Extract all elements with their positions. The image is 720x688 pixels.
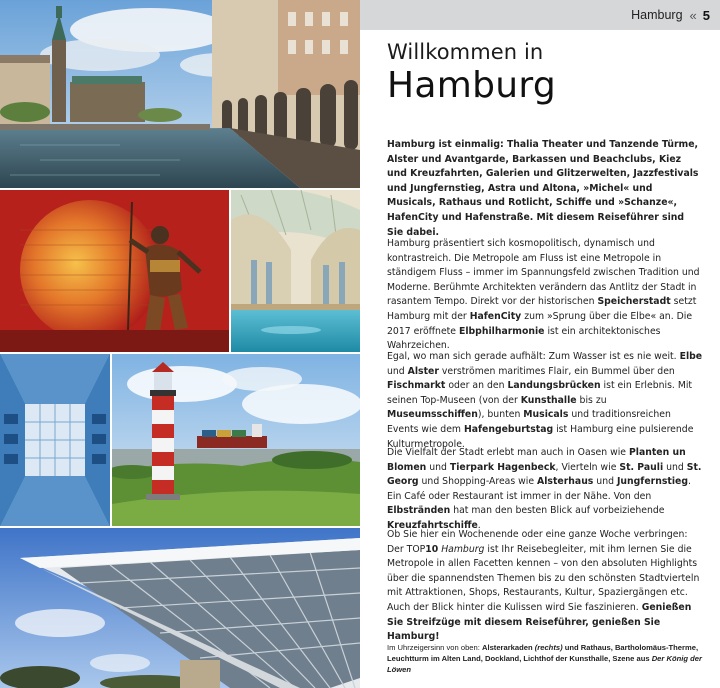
para2-run: Kunsthalle <box>520 394 577 406</box>
para3-run: und Shopping-Areas wie <box>418 476 538 488</box>
para2-run: Hafengeburtstag <box>463 423 554 435</box>
para2-run: Alster <box>407 365 439 377</box>
photo-koenig-der-loewen <box>0 190 229 352</box>
para3-run: Kreuzfahrtschiffe <box>387 519 478 531</box>
para2-run: oder an den <box>445 380 508 392</box>
headline-welcome: Willkommen in <box>387 40 544 64</box>
para3-run: St. Georg <box>387 461 702 488</box>
para2-run: ist ein Erlebnis. Mit seinen Top-Museen (von der <box>387 380 693 406</box>
para4-run: 10 <box>425 543 439 555</box>
para2-run: verströmen maritimes Flair, ein Bummel über den <box>438 365 675 377</box>
para2-run: und <box>387 365 408 377</box>
para2-run: Landungsbrücken <box>507 380 601 392</box>
para1-run: Elbphilharmonie <box>458 325 545 337</box>
para1-run: HafenCity <box>469 310 522 322</box>
para2-run: und traditionsreichen Events wie dem <box>387 409 671 435</box>
photo-alsterarkaden-rathaus <box>0 0 360 188</box>
para4-run: ist Ihr Reisebegleiter, mit ihm lernen Sie die Metropole in allen Facetten kennen – von den absoluten Highlights über die spannendsten Themen bis zu den schönsten Stadtvierteln mit Attraktionen, Shops, Restaurants, Kultur, Spaziergängen etc. Auch der Blick hinter die Kulissen wird Sie faszinieren. <box>387 543 700 613</box>
lead-paragraph <box>387 138 703 240</box>
body-paragraph-1 <box>387 237 703 354</box>
para4-run: Ob Sie hier ein Wochenende oder eine ganze Woche verbringen: Der TOP <box>387 529 688 555</box>
para1-run: Speicherstadt <box>597 296 671 308</box>
para3-run: . Ein Café oder Restaurant ist immer in der Nähe. Von den <box>387 476 691 502</box>
running-header <box>360 0 720 30</box>
para3-run: . <box>477 519 481 531</box>
headline-city: Hamburg <box>387 65 556 107</box>
para2-run: Museumsschiffen <box>387 409 478 421</box>
para3-run: Elbstränden <box>387 505 451 517</box>
para1-run: setzt Hamburg mit der <box>387 296 697 322</box>
para3-run: und <box>593 476 617 488</box>
body-paragraph-4 <box>387 528 703 645</box>
body-paragraph-3 <box>387 446 703 534</box>
caption-run: und Rathaus, <box>562 643 615 652</box>
page-number: 5 <box>702 7 710 23</box>
para3-run: Planten un Blomen <box>387 447 686 473</box>
body-paragraph-2 <box>387 350 703 452</box>
para2-run: Egal, wo man sich gerade aufhält: Zum Wasser ist es nie weit. <box>387 351 680 362</box>
para3-run: St. Pauli <box>619 461 664 473</box>
caption-run: Bartholomäus-Therme, Leuchtturm im Alten Land, Dockland, Lichthof der Kunsthalle, Szene aus <box>387 643 699 663</box>
para1-run: zum »Sprung über die Elbe« an. Die 2017 eröffnete <box>387 310 693 337</box>
lead-run: Hamburg ist einmalig: Thalia Theater und Tanzende Türme, Alster und Avantgarde, Barkassen und Beachclubs, Kiez und Kreuzfahrten, Galerien und Glitzerwelten, Jazzfestivals und Jungfernstieg, Astra und Altona, »Michel« und Musicals, Rathaus und Rotlicht, Schiffe und »Schanze«, HafenCity und Hafenstraße. Mit diesem Reiseführer sind Sie dabei. <box>387 139 699 238</box>
para2-run: ), bunten <box>477 409 524 421</box>
para3-run: Alsterhaus <box>537 476 594 488</box>
para4-run: Genießen Sie Streifzüge mit diesem Reiseführer, genießen Sie Hamburg! <box>387 601 692 643</box>
caption-run: Der König der Löwen <box>387 654 702 674</box>
para3-run: und <box>426 461 450 473</box>
caption-run: (rechts) <box>534 643 563 652</box>
para3-run: Tierpark Hagenbeck <box>449 461 556 473</box>
photo-dockland <box>0 528 360 688</box>
para2-run: ist Hamburg eine pulsierende Kulturmetropole. <box>387 423 694 450</box>
para3-run: Jungfernstieg <box>616 476 688 488</box>
photo-caption <box>387 642 703 675</box>
para3-run: hat man den besten Blick auf vorbeiziehende <box>450 505 665 517</box>
headline-block <box>387 40 707 107</box>
para1-run: ist ein architektonisches Wahrzeichen. <box>387 325 661 352</box>
para3-run: und <box>663 461 687 473</box>
caption-run: Im Uhrzeigersinn von oben: <box>387 643 482 652</box>
para1-run: Hamburg präsentiert sich kosmopolitisch, dynamisch und kontrastreich. Die Metropole am Fluss ist eine Metropole in ständigem Fluss – immer im Spannungsfeld zwischen Tradition und Moderne. Berühmte Architekten verändern das Antlitz der Stadt in rasantem Tempo. Direkt vor der historischen <box>387 238 700 308</box>
para2-run: bis zu <box>576 394 607 406</box>
para4-run: Hamburg <box>441 543 485 555</box>
double-chevron-icon: « <box>689 7 697 23</box>
para2-run: Elbe <box>679 351 703 362</box>
running-header-title: Hamburg <box>631 8 683 22</box>
photo-bartholomaeus-therme <box>231 190 360 352</box>
caption-run: Alsterarkaden <box>481 643 535 652</box>
para3-run: Die Vielfalt der Stadt erlebt man auch in Oasen wie <box>387 447 629 458</box>
para2-run: Musicals <box>523 409 569 421</box>
para3-run: , Vierteln wie <box>555 461 620 473</box>
para2-run: Fischmarkt <box>387 380 446 392</box>
photo-leuchtturm-altes-land <box>112 354 360 526</box>
photo-lichthof-kunsthalle <box>0 354 110 526</box>
